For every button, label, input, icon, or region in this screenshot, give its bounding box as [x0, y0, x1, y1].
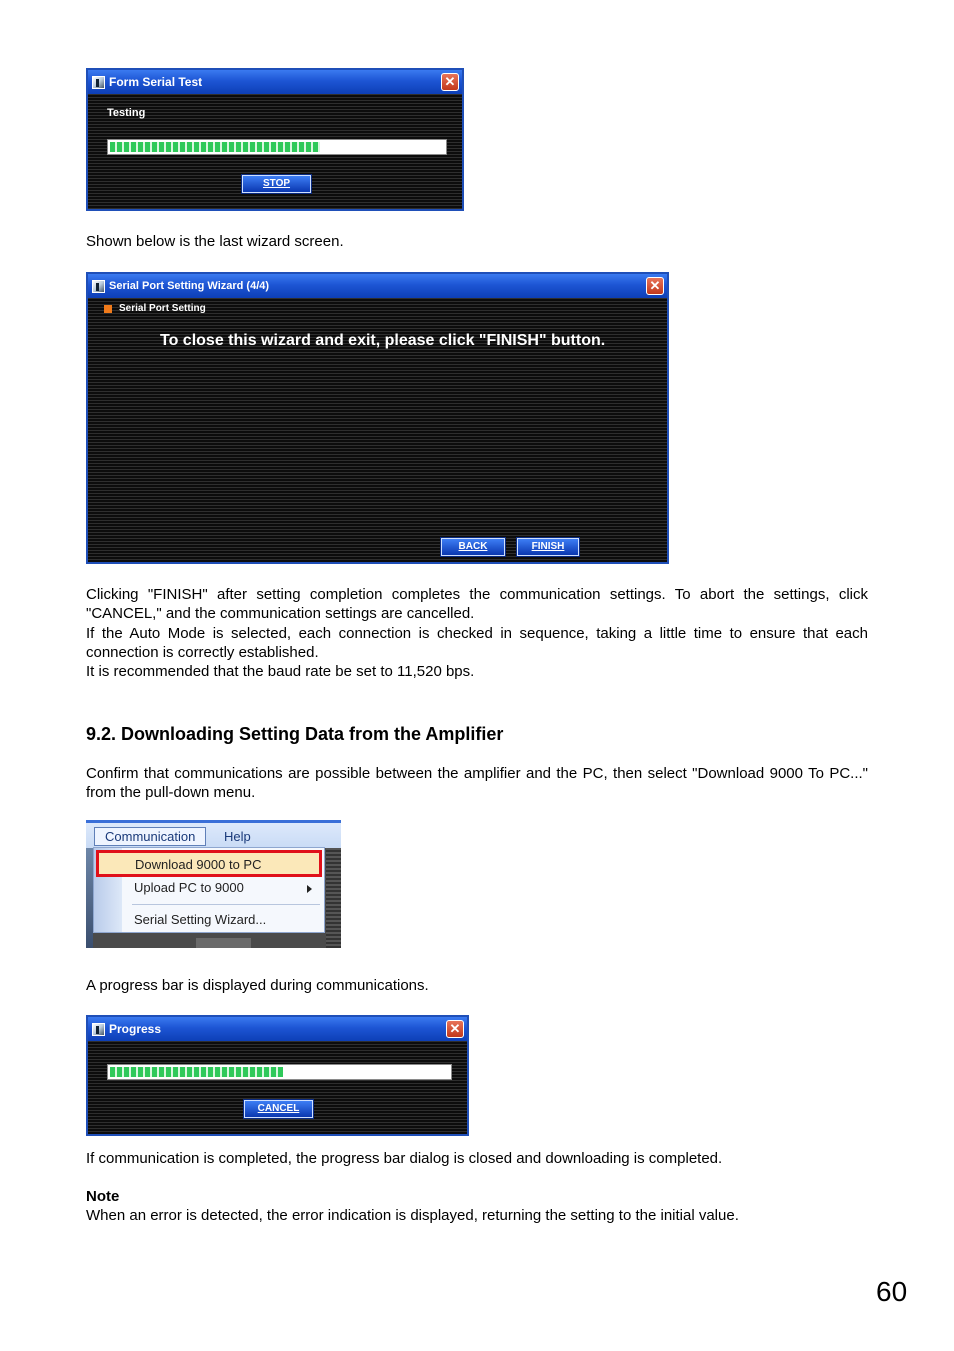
menu-help[interactable]: Help — [224, 829, 251, 844]
section-heading: 9.2. Downloading Setting Data from the Amplifier — [86, 724, 504, 744]
download-progress-fill — [110, 1067, 283, 1077]
menu-bar — [86, 820, 341, 848]
menu-item-serial-wizard[interactable]: Serial Setting Wizard... — [134, 912, 267, 927]
progress-dialog — [86, 1015, 469, 1136]
para-completed: If communication is completed, the progress bar dialog is closed and downloading is completed. — [86, 1150, 723, 1167]
wizard-section-text: Serial Port Setting — [119, 303, 206, 314]
section-bullet-icon — [104, 305, 112, 313]
menu-item-download[interactable] — [96, 850, 322, 877]
close-icon[interactable]: ✕ — [646, 277, 664, 295]
download-progress-bar — [107, 1064, 452, 1080]
menu-communication[interactable]: Communication — [94, 827, 206, 846]
wizard-dialog — [86, 272, 669, 564]
window-scroll-thumb — [196, 938, 251, 948]
wizard-message: To close this wizard and exit, please click "FINISH" button. — [160, 332, 606, 349]
serial-test-progress-bar — [107, 139, 447, 155]
close-icon[interactable]: ✕ — [441, 73, 459, 91]
app-icon — [92, 280, 105, 293]
close-icon[interactable]: ✕ — [446, 1020, 464, 1038]
progress-titlebar[interactable] — [88, 1017, 467, 1041]
wizard-titlebar[interactable] — [88, 274, 667, 298]
app-icon — [92, 1023, 105, 1036]
window-background — [326, 848, 341, 948]
menu-item-upload[interactable]: Upload PC to 9000 — [134, 880, 244, 895]
stop-button[interactable]: STOP — [242, 175, 311, 193]
note-text: When an error is detected, the error indication is displayed, returning the setting to the initial value. — [86, 1207, 739, 1225]
wizard-title: Serial Port Setting Wizard (4/4) — [109, 280, 270, 292]
serial-test-progress-fill — [110, 142, 320, 152]
back-button[interactable]: BACK — [441, 538, 505, 556]
cancel-button[interactable]: CANCEL — [244, 1100, 313, 1118]
communication-dropdown — [93, 847, 325, 933]
para-finish-2: If the Auto Mode is selected, each connection is checked in sequence, taking a little time to ensure that each connection is correctly established. — [86, 624, 868, 661]
para-finish-1: Clicking "FINISH" after setting completion completes the communication settings. To abort the settings, click "CANCEL," and the communication settings are cancelled. — [86, 586, 868, 623]
wizard-section-label — [104, 303, 206, 314]
serial-test-dialog — [86, 68, 464, 211]
para-progress: A progress bar is displayed during communications. — [86, 977, 429, 994]
note-heading: Note — [86, 1188, 120, 1205]
para-finish-3: It is recommended that the baud rate be set to 11,520 bps. — [86, 663, 475, 681]
communication-menu-screenshot — [86, 820, 341, 948]
finish-paragraph — [86, 585, 868, 681]
finish-button[interactable]: FINISH — [517, 538, 579, 556]
serial-test-title: Form Serial Test — [109, 75, 203, 89]
window-edge — [86, 848, 93, 948]
para-confirm: Confirm that communications are possible between the amplifier and the PC, then select "Download 9000 To PC..." from the pull-down menu. — [86, 765, 868, 802]
progress-title: Progress — [109, 1022, 162, 1036]
intro-last-wizard: Shown below is the last wizard screen. — [86, 233, 344, 250]
page-number: 60 — [876, 1276, 908, 1307]
menu-separator — [132, 904, 320, 905]
menu-item-download-label: Download 9000 to PC — [135, 857, 262, 872]
app-icon — [92, 76, 105, 89]
submenu-arrow-icon — [307, 885, 312, 893]
note-block — [86, 1187, 868, 1226]
serial-test-titlebar[interactable] — [88, 70, 462, 94]
testing-label: Testing — [107, 107, 146, 119]
